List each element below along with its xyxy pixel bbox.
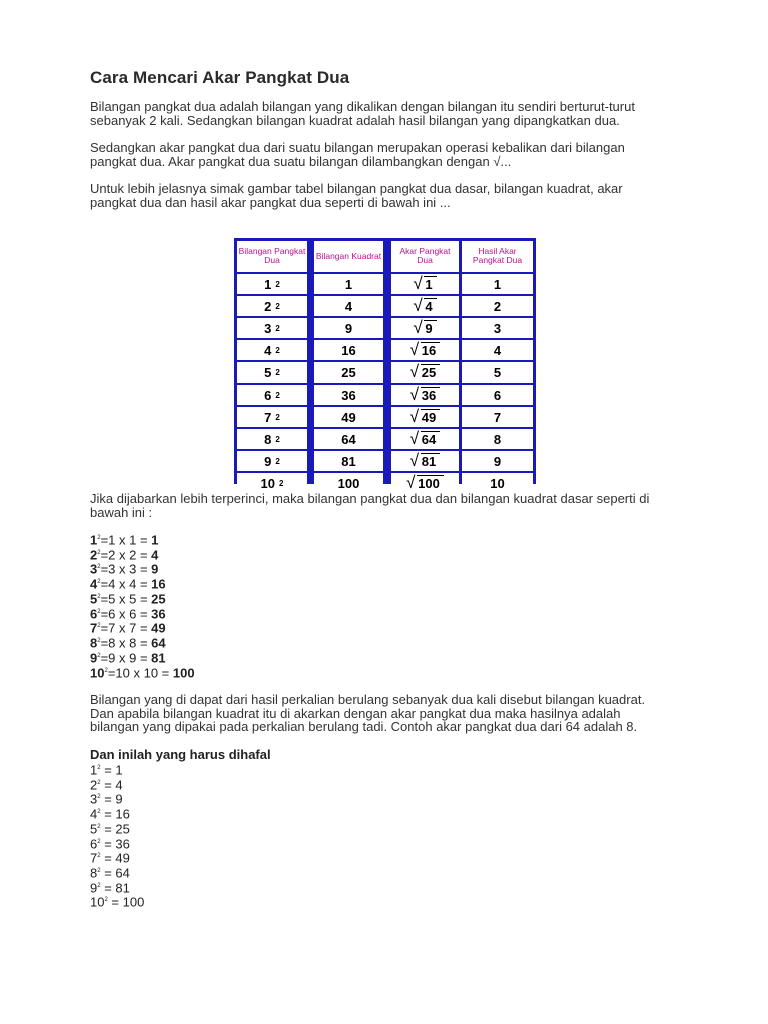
page-title: Cara Mencari Akar Pangkat Dua [90, 68, 350, 87]
radical-icon: √ [409, 361, 420, 381]
expansion-item: $7^2=7$ x 7 = 49 [90, 620, 166, 636]
memorize-item: $3^2 = 9$ [90, 791, 123, 807]
square-cell: 9 [314, 318, 383, 338]
power-cell: 1 2 [237, 274, 307, 294]
result-cell: 7 [462, 407, 533, 427]
expansion-item: $2^2=2$ x 2 = 4 [90, 547, 159, 563]
table-header: Hasil Akar Pangkat Dua [462, 241, 533, 271]
expansion-item: $6^2=6$ x 6 = 36 [90, 606, 166, 621]
root-cell: √ 25 [391, 362, 459, 382]
expansion-item: $4^2=4$ x 4 = 16 [90, 576, 166, 592]
radical-icon: √ [413, 295, 423, 315]
root-cell: √ 81 [391, 451, 459, 471]
table-header: Bilangan Kuadrat [314, 241, 383, 271]
table-column [237, 241, 307, 491]
power-cell: 4 2 [237, 340, 307, 360]
paragraph-explanation: Bilangan yang di dapat dari hasil perkalian berulang sebanyak dua kali disebut bilangan kuadrat. Dan apabila bilangan kuadrat itu di akarkan dengan akar pangkat dua maka hasilnya adalah bilangan yang dipakai pada perkalian berulang tadi. Contoh akar pangkat dua dari 64 adalah 8. [90, 692, 646, 735]
square-cell: 4 [314, 296, 383, 316]
memorize-item: $4^2 = 16$ [90, 806, 130, 822]
radical-icon: √ [413, 273, 423, 293]
radical-icon: √ [406, 472, 416, 492]
expansion-item: $1^2=1$ x 1 = 1 [90, 532, 159, 548]
power-cell: 8 2 [237, 429, 307, 449]
square-cell: 16 [314, 340, 383, 360]
root-cell: √ 100 [391, 473, 459, 493]
expansion-list [90, 532, 670, 679]
expansion-item: $9^2=9$ x 9 = 81 [90, 650, 166, 666]
table-header: Bilangan Pangkat Dua [237, 241, 307, 271]
expansion-item: $10^2=10$ x 10 = 100 [90, 664, 195, 680]
memorize-item: $7^2 = 49$ [90, 850, 130, 866]
root-cell: √ 49 [391, 407, 459, 427]
expansion-item: $5^2=5$ x 5 = 25 [90, 591, 166, 607]
square-root-table [234, 238, 536, 492]
result-cell: 10 [462, 473, 533, 493]
paragraph-root-definition: Sedangkan akar pangkat dua dari suatu bilangan merupakan operasi kebalikan dari bilangan pangkat dua. Akar pangkat dua suatu bilangan dilambangkan dengan √... [90, 140, 625, 169]
square-cell: 100 [314, 473, 383, 493]
table-column [462, 241, 533, 491]
square-cell: 25 [314, 362, 383, 382]
memorize-item: $10^2 = 100$ [90, 894, 145, 910]
result-cell: 6 [462, 385, 533, 405]
square-cell: 36 [314, 385, 383, 405]
table-column [314, 241, 383, 491]
table-header: Akar Pangkat Dua [391, 241, 459, 271]
result-cell: 2 [462, 296, 533, 316]
result-cell: 5 [462, 362, 533, 382]
article [90, 68, 670, 222]
result-cell: 3 [462, 318, 533, 338]
power-cell: 9 2 [237, 451, 307, 471]
power-cell: 2 2 [237, 296, 307, 316]
radical-icon: √ [409, 339, 420, 359]
root-cell: √ 1 [391, 274, 459, 294]
memorize-item: $9^2 = 81$ [90, 880, 130, 896]
square-cell: 81 [314, 451, 383, 471]
power-cell: 10 2 [237, 473, 307, 493]
paragraph-expansion-intro: Jika dijabarkan lebih terperinci, maka bilangan pangkat dua dan bilangan kuadrat dasar seperti di bawah ini : [90, 491, 650, 520]
power-cell: 5 2 [237, 362, 307, 382]
radical-icon: √ [409, 450, 420, 470]
memorize-item: $1^2 = 1$ [90, 762, 123, 778]
result-cell: 1 [462, 274, 533, 294]
square-cell: 1 [314, 274, 383, 294]
expansion-item: $3^2=3$ x 3 = 9 [90, 561, 159, 577]
result-cell: 8 [462, 429, 533, 449]
root-cell: √ 64 [391, 429, 459, 449]
radical-icon: √ [409, 406, 420, 426]
memorize-list [90, 762, 670, 909]
memorize-heading: Dan inilah yang harus dihafal [90, 746, 271, 762]
square-cell: 49 [314, 407, 383, 427]
radical-icon: √ [413, 317, 423, 337]
paragraph-table-intro: Untuk lebih jelasnya simak gambar tabel bilangan pangkat dua dasar, bilangan kuadrat, akar pangkat dua dan hasil akar pangkat dua seperti di bawah ini ... [90, 181, 623, 210]
root-cell: √ 9 [391, 318, 459, 338]
root-cell: √ 36 [391, 385, 459, 405]
power-cell: 3 2 [237, 318, 307, 338]
root-cell: √ 4 [391, 296, 459, 316]
expansion-item: $8^2=8$ x 8 = 64 [90, 635, 166, 651]
table-column [391, 241, 459, 492]
result-cell: 4 [462, 340, 533, 360]
memorize-item: $5^2 = 25$ [90, 821, 130, 837]
memorize-item: $2^2 = 4$ [90, 776, 123, 792]
root-cell: √ 16 [391, 340, 459, 360]
power-cell: 6 2 [237, 385, 307, 405]
article-continued [90, 492, 670, 909]
radical-icon: √ [409, 428, 420, 448]
result-cell: 9 [462, 451, 533, 471]
paragraph-intro: Bilangan pangkat dua adalah bilangan yang dikalikan dengan bilangan itu sendiri berturut-turut sebanyak 2 kali. Sedangkan bilangan kuadrat adalah hasil bilangan yang dipangkatkan dua. [90, 99, 635, 128]
radical-icon: √ [409, 384, 420, 404]
square-cell: 64 [314, 429, 383, 449]
power-cell: 7 2 [237, 407, 307, 427]
memorize-item: $6^2 = 36$ [90, 835, 130, 851]
memorize-item: $8^2 = 64$ [90, 865, 130, 881]
